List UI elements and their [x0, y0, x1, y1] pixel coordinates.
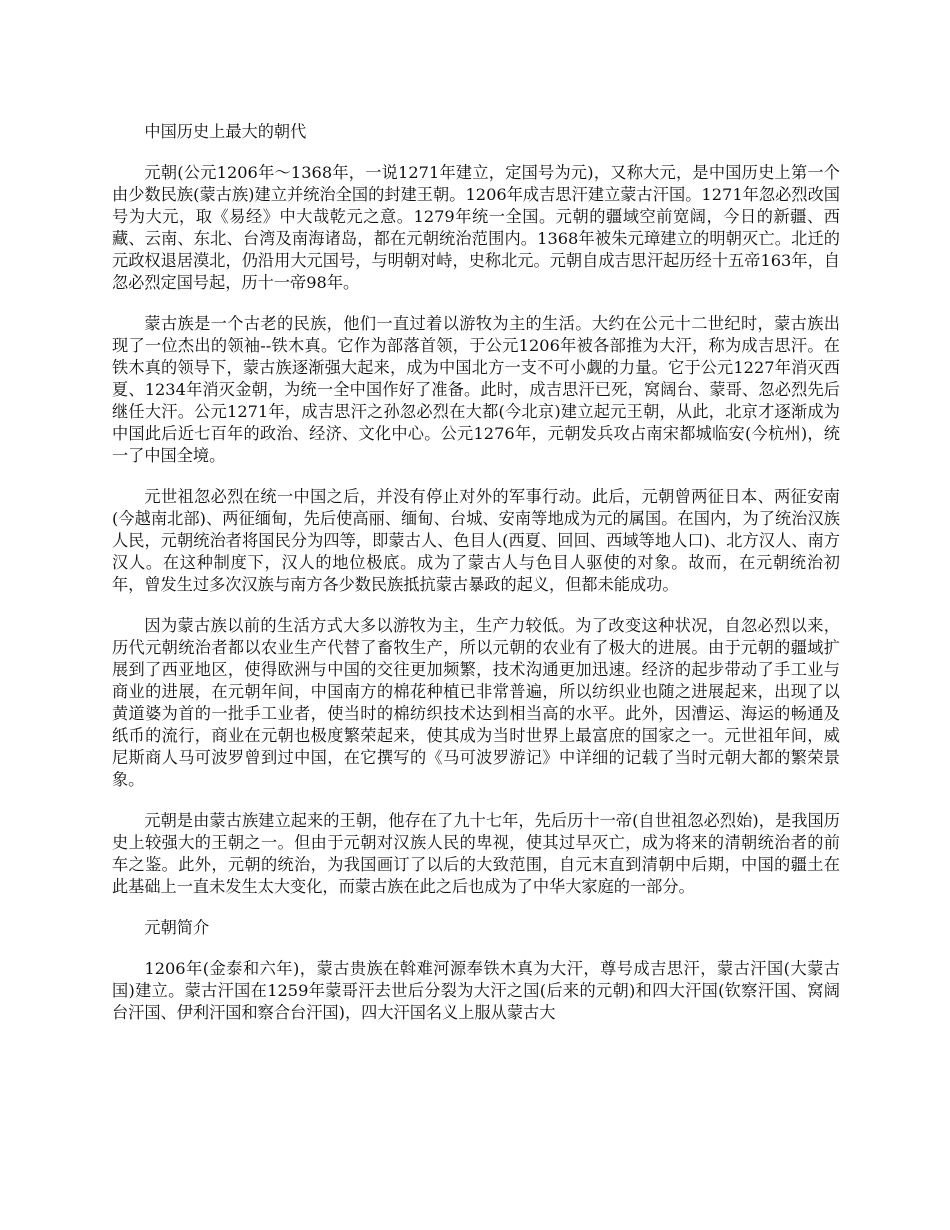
document-body: [112, 121, 840, 1043]
paragraph-mongol-empire: 1206年(金泰和六年)，蒙古贵族在斡难河源奉铁木真为大汗，尊号成吉思汗，蒙古汗国(大蒙古国)建立。蒙古汗国在1259年蒙哥汗去世后分裂为大汗之国(后来的元朝)和四大汗国(钦察汗国、窝阔台汗国、伊利汗国和察合台汗国)，四大汗国名义上服从蒙古大: [112, 959, 840, 1022]
paragraph-military-campaigns: 元世祖忽必烈在统一中国之后，并没有停止对外的军事行动。此后，元朝曾两征日本、两征安南(今越南北部)、两征缅甸，先后使高丽、缅甸、台城、安南等地成为元的属国。在国内，为了统治汉族人民，元朝统治者将国民分为四等，即蒙古人、色目人(西夏、回回、西域等地人口)、北方汉人、南方汉人。在这种制度下，汉人的地位极底。成为了蒙古人与色目人驱使的对象。故而，在元朝统治初年，曾发生过多次汉族与南方各少数民族抵抗蒙古暴政的起义，但都未能成功。: [112, 487, 840, 594]
paragraph-legacy: 元朝是由蒙古族建立起来的王朝，他存在了九十七年，先后历十一帝(自世祖忽必烈始)，是我国历史上较强大的王朝之一。但由于元朝对汉族人民的卑视，使其过早灭亡，成为将来的清朝统治者的前车之鉴。此外，元朝的统治，为我国画订了以后的大致范围，自元末直到清朝中后期，中国的疆土在此基础上一直未发生太大变化，而蒙古族在此之后也成为了中华大家庭的一部分。: [112, 811, 840, 896]
doc-title: 中国历史上最大的朝代: [144, 122, 307, 141]
paragraph-economy: 因为蒙古族以前的生活方式大多以游牧为主，生产力较低。为了改变这种状况，自忽必烈以来，历代元朝统治者都以农业生产代替了畜牧生产，所以元朝的农业有了极大的进展。由于元朝的疆域扩展到了西亚地区，使得欧洲与中国的交往更加频繁，技术沟通更加迅速。经济的起步带动了手工业与商业的进展，在元朝年间，中国南方的棉花种植已非常普遍，所以纺织业也随之进展起来，出现了以黄道婆为首的一批手工业者，使当时的棉纺织技术达到相当高的水平。此外，因漕运、海运的畅通及纸币的流行，商业在元朝也极度繁荣起来，使其成为当时世界上最富庶的国家之一。元世祖年间，威尼斯商人马可波罗曾到过中国，在它撰写的《马可波罗游记》中详细的记载了当时元朝大都的繁荣景象。: [112, 616, 840, 789]
paragraph-mongol-rise: 蒙古族是一个古老的民族，他们一直过着以游牧为主的生活。大约在公元十二世纪时，蒙古族出现了一位杰出的领袖--铁木真。它作为部落首领，于公元1206年被各部推为大汗，称为成吉思汗。在铁木真的领导下，蒙古族逐渐强大起来，成为中国北方一支不可小觑的力量。它于公元1227年消灭西夏、1234年消灭金朝，为统一全中国作好了准备。此时，成吉思汗已死，窝阔台、蒙哥、忽必烈先后继任大汗。公元1271年，成吉思汗之孙忽必烈在大都(今北京)建立起元王朝，从此，北京才逐渐成为中国此后近七百年的政治、经济、文化中心。公元1276年，元朝发兵攻占南宋都城临安(今杭州)，统一了中国全境。: [112, 314, 840, 465]
paragraph-yuan-overview: 元朝(公元1206年～1368年，一说1271年建立，定国号为元)，又称大元，是中国历史上第一个由少数民族(蒙古族)建立并统治全国的封建王朝。1206年成吉思汗建立蒙古汗国。1271年忽必烈改国号为大元，取《易经》中大哉乾元之意。1279年统一全国。元朝的疆域空前宽阔，今日的新疆、西藏、云南、东北、台湾及南海诸岛，都在元朝统治范围内。1368年被朱元璋建立的明朝灭亡。北迁的元政权退居漠北，仍沿用大元国号，与明朝对峙，史称北元。元朝自成吉思汗起历经十五帝163年，自忽必烈定国号起，历十一帝98年。: [112, 163, 840, 292]
section-heading-yuan-intro: 元朝简介: [144, 918, 210, 937]
